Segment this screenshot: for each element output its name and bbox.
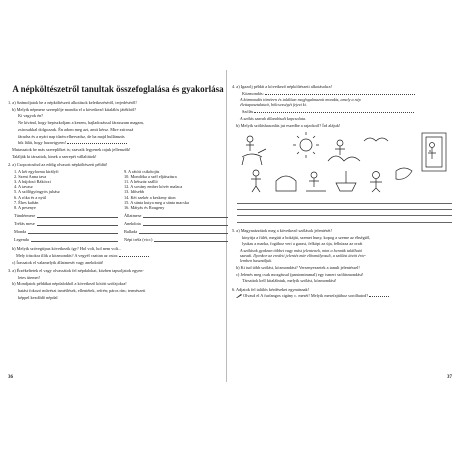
work-item: 6. A róka és a nyúl <box>14 194 46 200</box>
right-page <box>232 72 452 382</box>
category-field[interactable]: Tréfás mese <box>14 221 118 226</box>
answer-line[interactable] <box>237 216 452 222</box>
work-item: 10. Mondóka a szél eljátszásra <box>124 174 177 180</box>
story-line: lyukas a marka, fogához veri a garast, felköpi az úja, felhúzza az orrát <box>242 241 363 247</box>
work-item: 13. Idősebb <box>124 189 145 195</box>
work-item: 4. A tavasz <box>14 184 33 190</box>
answer-blank[interactable] <box>67 140 127 144</box>
drawings-illustration <box>236 131 452 193</box>
illustrations <box>236 131 452 193</box>
work-item: 8. A pesenye <box>14 204 36 210</box>
story-line: hatást fokozó művészi ismétlések, ellentétek, refrén; páros rím; természeti <box>18 288 146 294</box>
exercise-1a: 1. a) Számoljatok be a népköltészeti alkotások keletkezéséről, terjedéséről! <box>8 100 137 105</box>
page-number: 37 <box>447 375 452 380</box>
story-line: zsírosakkal dolgozzak. Én adom meg azt, amit kérsz. Mire zsírossá <box>18 126 134 132</box>
story-line: bik lálát, hogy hazavigyem! <box>18 140 228 145</box>
exercise-1b-note2: Találják ki társaitok, kinek a szerepét vállaltátok! <box>12 153 97 159</box>
exercise-6: 6. Adjatok fel találós kérdéseket egymásnak! <box>232 286 310 292</box>
category-field[interactable]: Anekdota <box>124 221 228 226</box>
exercise-5c: c) Jelenés meg csak mozgással (pantomimmal) egy ismert szólásmondást! <box>236 271 364 277</box>
work-item: 3. A bújdosó Rákóczi <box>14 179 51 185</box>
category-field[interactable]: Népi tréfa (vicc) <box>124 237 228 242</box>
page-title: A népköltészetről tanultak összefoglalása és gyakorlása <box>12 84 224 94</box>
work-item: 11. A hétszáz szálló <box>124 179 158 185</box>
page-number: 36 <box>8 375 13 380</box>
exercise-4b: b) Melyik szóláshasonlás jut eszedbe a rajzokról? Írd alájuk! <box>236 123 341 129</box>
answer-lines <box>232 197 452 223</box>
answer-blank[interactable] <box>119 253 149 257</box>
exercise-2b-2: Mely írásokra illik a közmondás? A vegyél csattan az ostor. <box>16 253 228 258</box>
story-line: kinyitja a fülét, megüti a bokáját, szemet huny, kopog a szeme az éhségtől, <box>242 234 371 240</box>
proverb-definition: A közmondás tömören és találóan megfogalmazott mondás, amely a nép élettapasztalatait, bölcsességét fejezi ki. <box>240 97 361 108</box>
category-field[interactable]: Ballada <box>124 229 228 234</box>
exercise-3a-cont: letes ütemet! <box>18 274 41 280</box>
category-field[interactable]: Állatmese <box>124 213 228 218</box>
work-item: 2. Szent Anna tava <box>14 174 47 180</box>
exercise-5b: b) Ki tud több szólást, közmondást? Versenyezzetek a tanult jelentéssel! <box>236 264 360 270</box>
story-line: képpel kezdődő népdal <box>18 294 58 300</box>
exercise-1b-note: Mutassatok be más szereplőket is; szavaik legyenek rajuk jellemzők! <box>12 146 131 152</box>
exercise-2c: c) Írassatok el valamelyik állatmesét vagy anekdotát! <box>12 259 104 265</box>
story-line: fáradsz és a nyári nap tűzén elhervadsz, de ha majd hullámzás <box>18 133 125 139</box>
left-page <box>8 72 228 382</box>
work-item: 7. Éhes kaftán <box>14 199 39 205</box>
sayings-note: A szólások gyakran többet vagy mást jelentenek, mint a bennük található szavak. Ilyenkor az eredeti jelentés már elhomályosult, a szólást átvitt érte- lemben használjuk. <box>240 247 366 263</box>
work-item: 1. A két egyforma királyfi <box>14 169 59 175</box>
category-blanks <box>14 213 228 243</box>
exercise-4a: 4. a) Igazolj példát a következő népköltészeti alkotásokra! <box>232 84 332 89</box>
exercise-2a: 2. a) Csoportosítsd az eddig olvasott népköltészeti példát! <box>8 161 108 167</box>
pencil-icon <box>236 294 242 298</box>
work-item: 16. Mátyás és Rougeny <box>124 204 165 210</box>
category-field[interactable]: Tündérmese <box>14 213 118 218</box>
work-item: 12. A sovány ember kövér malaca <box>124 184 183 190</box>
exercise-2b: b) Melyik szövegtípus következik így? Hol volt, hol nem volt... <box>12 246 122 252</box>
saying-definition: A szólás szavak állandósult kapcsolata. <box>240 116 307 122</box>
answer-blank[interactable] <box>369 293 389 297</box>
work-item: 15. A sánta kutya meg a sánta macska <box>124 199 189 205</box>
work-item: 9. A rátóti csikótojás <box>124 169 160 175</box>
exercise-3b: b) Mondjatok példákat népdalokból a következő kötött szófajokra! <box>12 281 127 287</box>
category-field[interactable]: Legenda <box>14 237 118 242</box>
exercise-1b-question: Ki vagyok én? <box>18 113 44 119</box>
exercise-5a: 5. a) Magyarázzátok meg a következő szólások jelentését! <box>232 227 332 233</box>
works-list <box>14 169 228 210</box>
proverb-field[interactable]: Közmondás: <box>242 91 452 96</box>
exercise-1b: b) Melyik népmese szereplője mondta el a következő kitalálós játékból? <box>12 106 136 112</box>
story-line: Ne kívánd, hogy bepiszkoljam a kezem, hajladozással fárasszam magam, <box>18 120 144 126</box>
work-item: 5. A szőlőgyöngyös juhász <box>14 189 60 195</box>
exercise-3a: 3. a) Érzékeltetek el vagy olvassátok fel népdalokat, közben tapsoljatok egyen- <box>8 267 144 273</box>
exercise-6-reading: Olvasd el A furfangos cigány c. mesét! Melyik mesefajtához sorolhatod? <box>236 293 452 298</box>
work-item: 14. Két szekér a keskeny úton <box>124 194 176 200</box>
category-field[interactable]: Monda <box>14 229 118 234</box>
exercise-5c-cont: Társaitok kell kitalálniuk, melyik szólást, közmondást! <box>242 278 337 284</box>
saying-field[interactable]: Szólás <box>242 109 452 114</box>
